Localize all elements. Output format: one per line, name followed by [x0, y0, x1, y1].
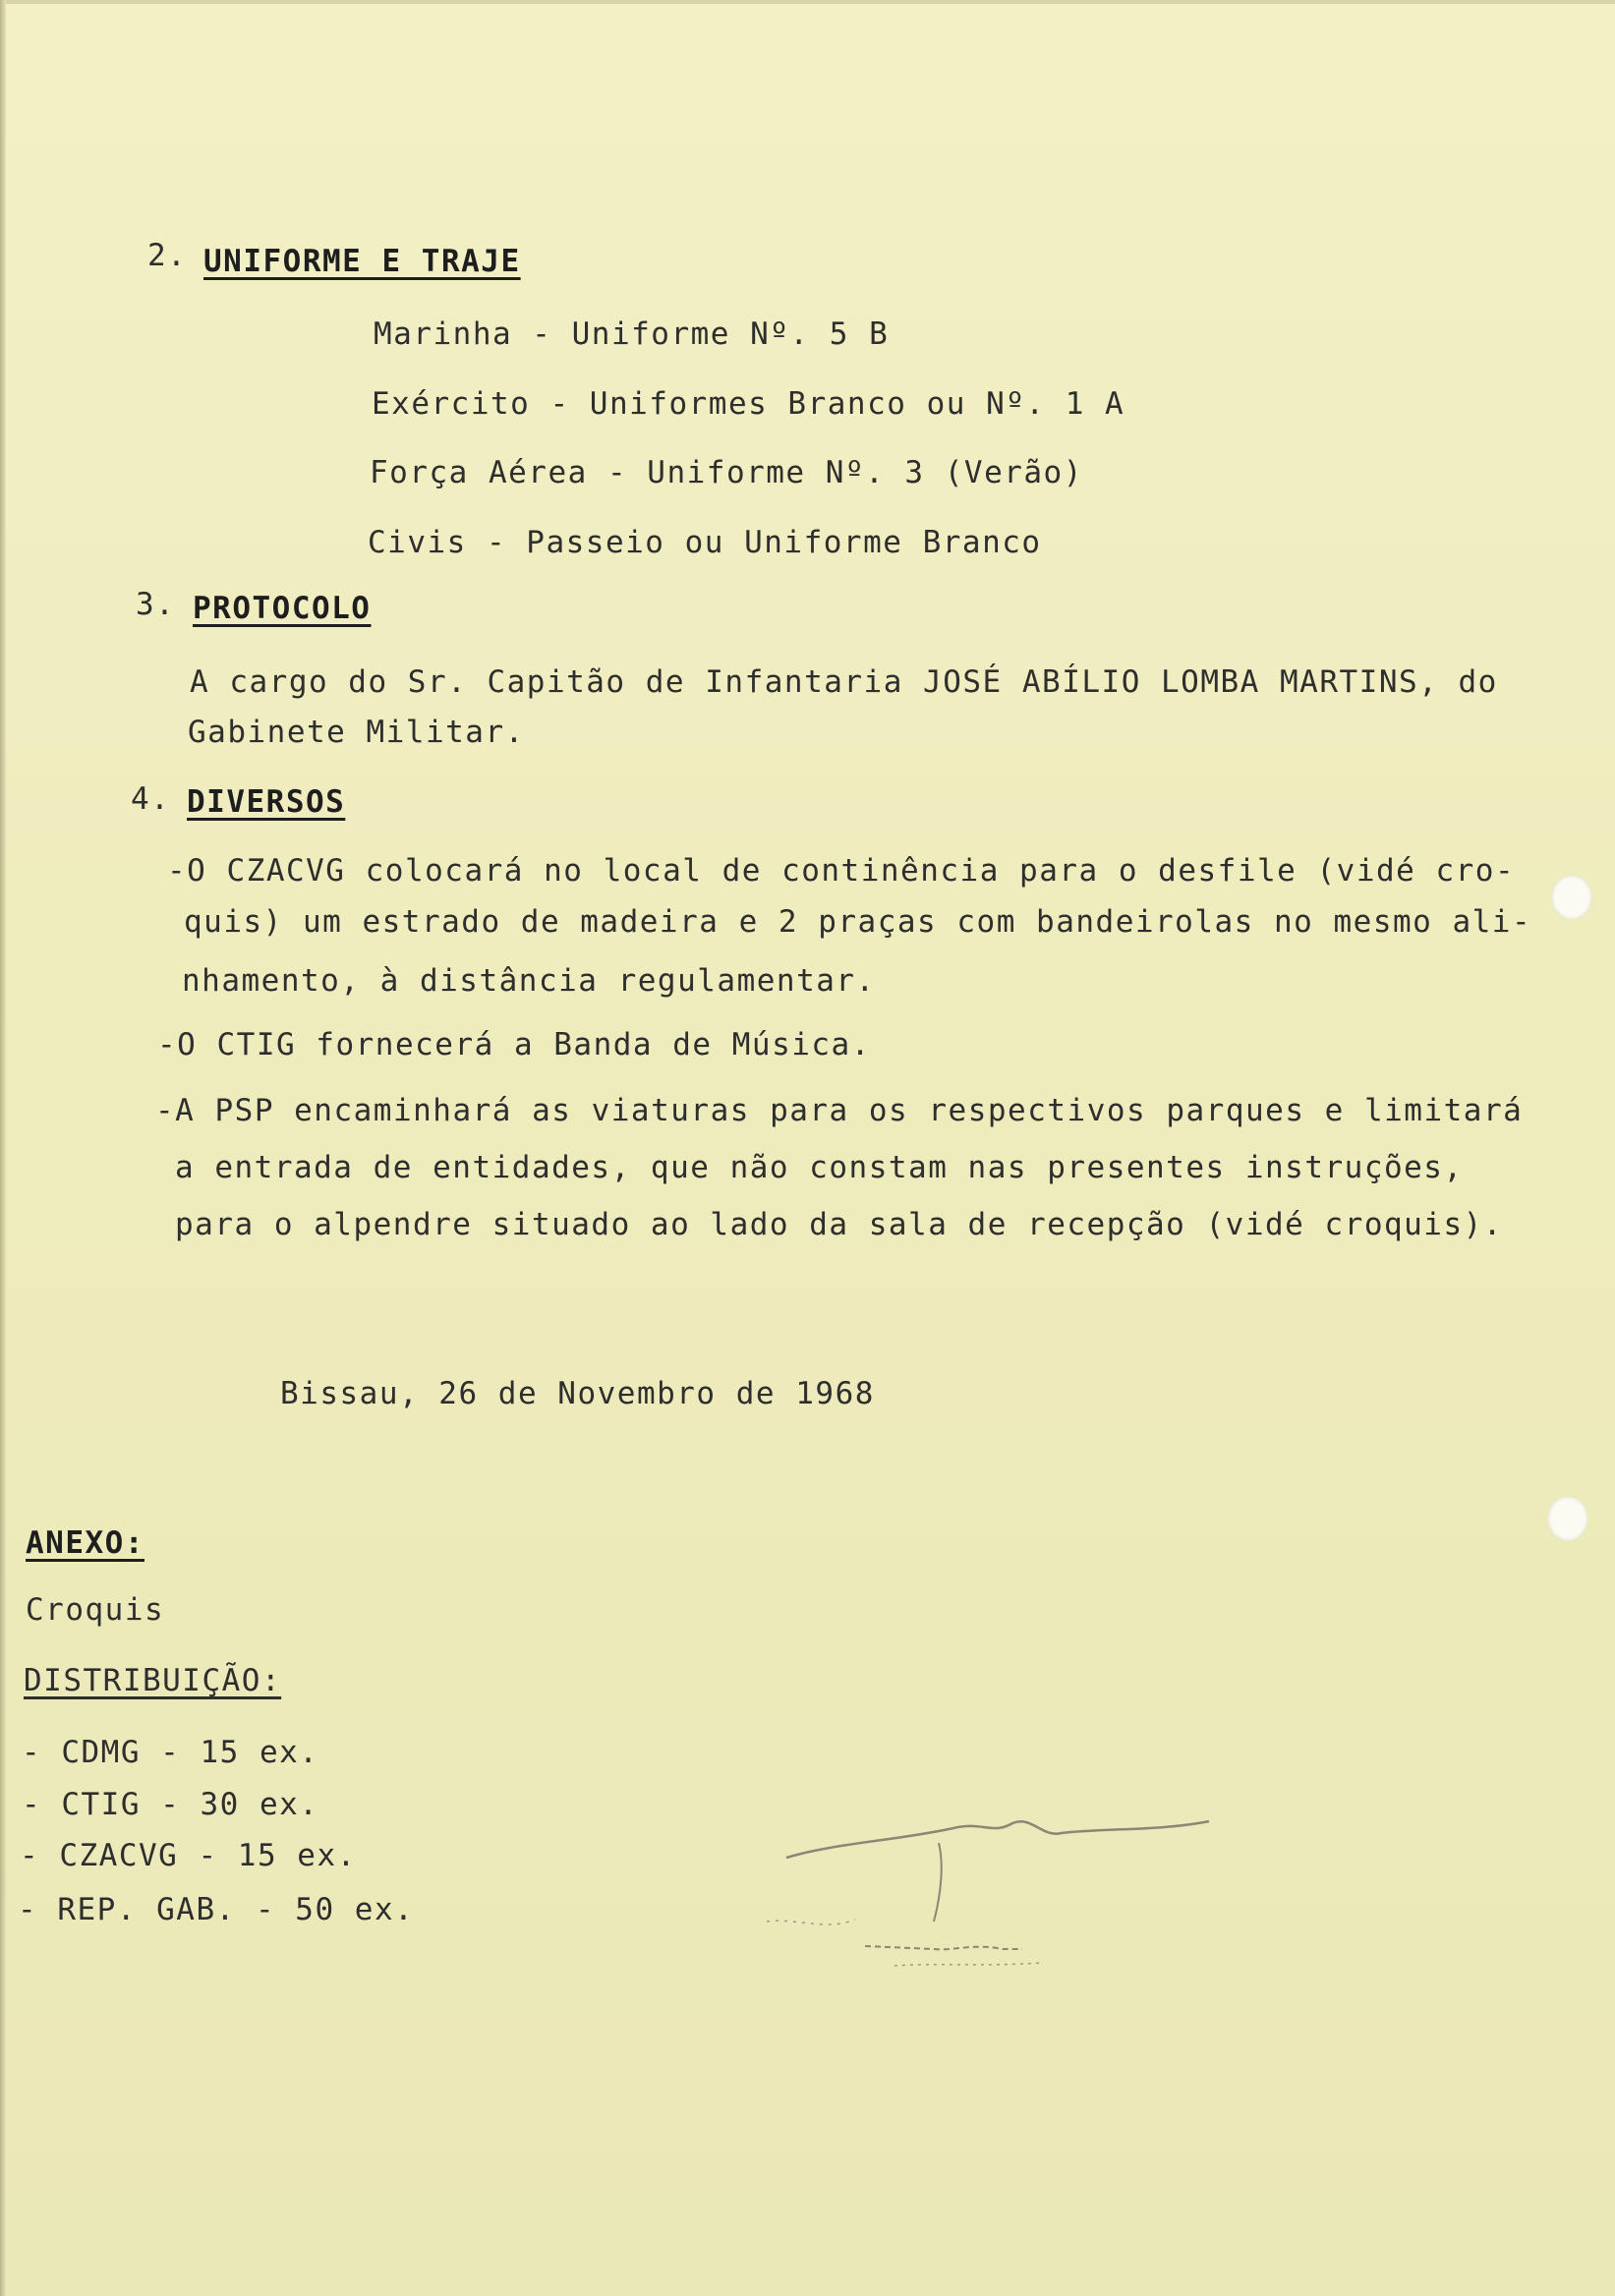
section-3-number: 3.: [136, 587, 176, 622]
punch-hole-top: [1551, 875, 1592, 920]
section-2-number: 2.: [147, 238, 188, 273]
uniform-exercito: Exército - Uniformes Branco ou Nº. 1 A: [372, 386, 1125, 422]
protocolo-line-1: A cargo do Sr. Capitão de Infantaria JOSÉ ABÍLIO LOMBA MARTINS, do: [190, 664, 1498, 700]
section-4-number: 4.: [131, 781, 171, 817]
protocolo-line-2: Gabinete Militar.: [188, 715, 525, 750]
page-top-edge: [0, 0, 1615, 4]
diversos-para-3-line-1: -A PSP encaminhará as viaturas para os respectivos parques e limitará: [155, 1093, 1524, 1128]
uniform-forca-aerea: Força Aérea - Uniforme Nº. 3 (Verão): [370, 455, 1083, 490]
distribution-item-czacvg: - CZACVG - 15 ex.: [20, 1838, 357, 1873]
signature-mark: [747, 1784, 1278, 2000]
distribution-item-ctig: - CTIG - 30 ex.: [22, 1787, 319, 1822]
diversos-para-1-line-2: quis) um estrado de madeira e 2 praças com bandeirolas no mesmo ali-: [184, 904, 1532, 940]
diversos-para-1-line-3: nhamento, à distância regulamentar.: [182, 963, 876, 999]
diversos-para-3-line-2: a entrada de entidades, que não constam nas presentes instruções,: [175, 1150, 1464, 1185]
distribution-item-cdmg: - CDMG - 15 ex.: [22, 1735, 319, 1770]
diversos-para-3-line-3: para o alpendre situado ao lado da sala de recepção (vidé croquis).: [175, 1207, 1503, 1242]
uniform-civis: Civis - Passeio ou Uniforme Branco: [368, 525, 1042, 560]
distribuicao-heading: DISTRIBUIÇÃO:: [24, 1663, 282, 1698]
anexo-item: Croquis: [26, 1592, 165, 1628]
uniform-marinha: Marinha - Uniforme Nº. 5 B: [374, 316, 890, 352]
page-left-edge: [0, 0, 6, 2296]
section-2-heading: UNIFORME E TRAJE: [203, 244, 521, 279]
distribution-item-rep-gab: - REP. GAB. - 50 ex.: [18, 1892, 415, 1927]
anexo-heading: ANEXO:: [26, 1525, 144, 1561]
place-date: Bissau, 26 de Novembro de 1968: [280, 1376, 875, 1411]
section-4-heading: DIVERSOS: [187, 784, 346, 820]
diversos-para-1-line-1: -O CZACVG colocará no local de continência para o desfile (vidé cro-: [167, 853, 1516, 889]
punch-hole-bottom: [1547, 1496, 1588, 1541]
section-3-heading: PROTOCOLO: [193, 591, 372, 626]
diversos-para-2: -O CTIG fornecerá a Banda de Música.: [157, 1027, 871, 1062]
